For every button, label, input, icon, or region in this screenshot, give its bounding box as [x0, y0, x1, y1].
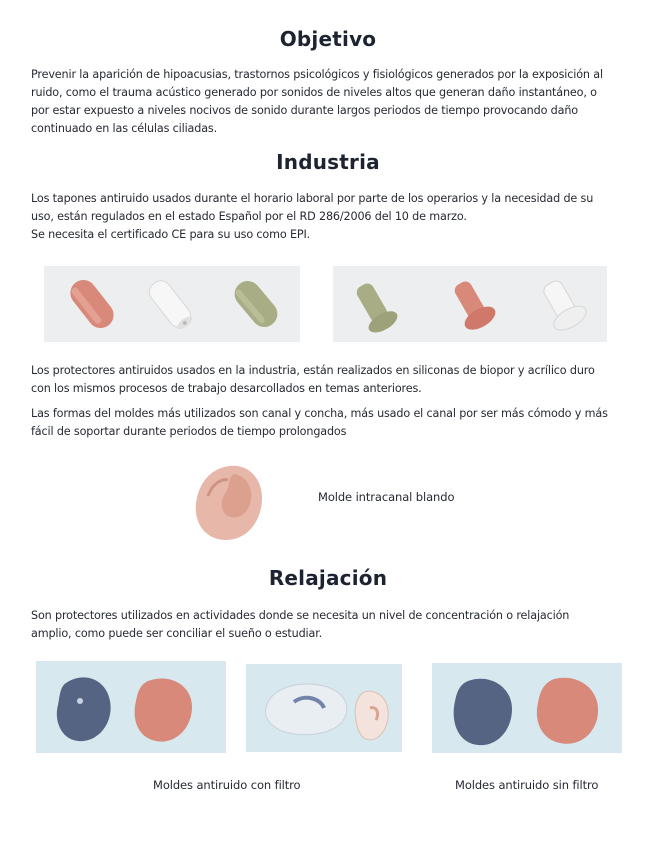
- industria-intro: [31, 190, 631, 244]
- industria-heading: Industria: [276, 150, 380, 174]
- objetivo-line: continuado en las células ciliadas.: [31, 122, 218, 135]
- objetivo-line: por estar expuesto a niveles nocivos de sonido durante largos periodos de tiempo provocando daño: [31, 104, 578, 117]
- industria-intro-line: Los tapones antiruido usados durante el horario laboral por parte de los operarios y la necesidad de su: [31, 192, 594, 205]
- industria-intro-line: Se necesita el certificado CE para su uso como EPI.: [31, 228, 311, 241]
- soft-mold-caption: Molde intracanal blando: [318, 490, 455, 504]
- industria-forms-line: fácil de soportar durante periodos de tiempo prolongados: [31, 425, 347, 438]
- earplug-group-flanged: [333, 266, 607, 342]
- relajacion-heading: Relajación: [268, 566, 388, 590]
- soft-intracanal-mold-image: [190, 460, 270, 546]
- relajacion-paragraph: [31, 607, 631, 643]
- objetivo-line: ruido, como el trauma acústico generado por sonidos de niveles altos que generan daño instantáneo, o: [31, 86, 597, 99]
- earplug-red-flanged: [445, 275, 499, 334]
- earplug-group-cylindrical: [44, 266, 300, 342]
- earplug-red: [65, 275, 119, 334]
- molds-with-filter-photo: [36, 661, 226, 753]
- industria-intro-line: uso, están regulados en el estado Español por el RD 286/2006 del 10 de marzo.: [31, 210, 467, 223]
- industria-materials-line: Los protectores antiruidos usados en la industria, están realizados en siliconas de biopor y acrílico duro: [31, 364, 595, 377]
- relajacion-line: amplio, como puede ser conciliar el sueño o estudiar.: [31, 627, 323, 640]
- industria-forms: [31, 405, 631, 441]
- earplugs-photo-flanged: [333, 266, 607, 342]
- molds-without-filter-caption: Moldes antiruido sin filtro: [455, 778, 599, 792]
- earplug-white-flanged: [534, 274, 590, 334]
- molds-without-filter-photo: [432, 663, 622, 753]
- relajacion-line: Son protectores utilizados en actividades donde se necesita un nivel de concentración o relajación: [31, 609, 570, 622]
- objetivo-heading: Objetivo: [279, 27, 377, 51]
- earplugs-photo-cylindrical: [44, 266, 300, 342]
- industria-materials: [31, 362, 631, 398]
- earplug-green-flanged: [348, 277, 401, 336]
- earplug-white: [145, 277, 196, 333]
- industria-forms-line: Las formas del moldes más utilizados son canal y concha, más usado el canal por ser más cómodo y más: [31, 407, 608, 420]
- earplug-green: [229, 276, 282, 333]
- objetivo-paragraph: [31, 66, 631, 138]
- molds-with-filter-caption: Moldes antiruido con filtro: [153, 778, 301, 792]
- transparent-mold-shapes: [246, 664, 402, 752]
- objetivo-line: Prevenir la aparición de hipoacusias, trastornos psicológicos y fisiológicos generados por la exposición al: [31, 68, 603, 81]
- molds-without-filter-shapes: [432, 663, 622, 753]
- molds-with-filter-shapes: [36, 661, 226, 753]
- industria-materials-line: con los mismos procesos de trabajo desarcollados en temas anteriores.: [31, 382, 422, 395]
- transparent-mold-photo: [246, 664, 402, 752]
